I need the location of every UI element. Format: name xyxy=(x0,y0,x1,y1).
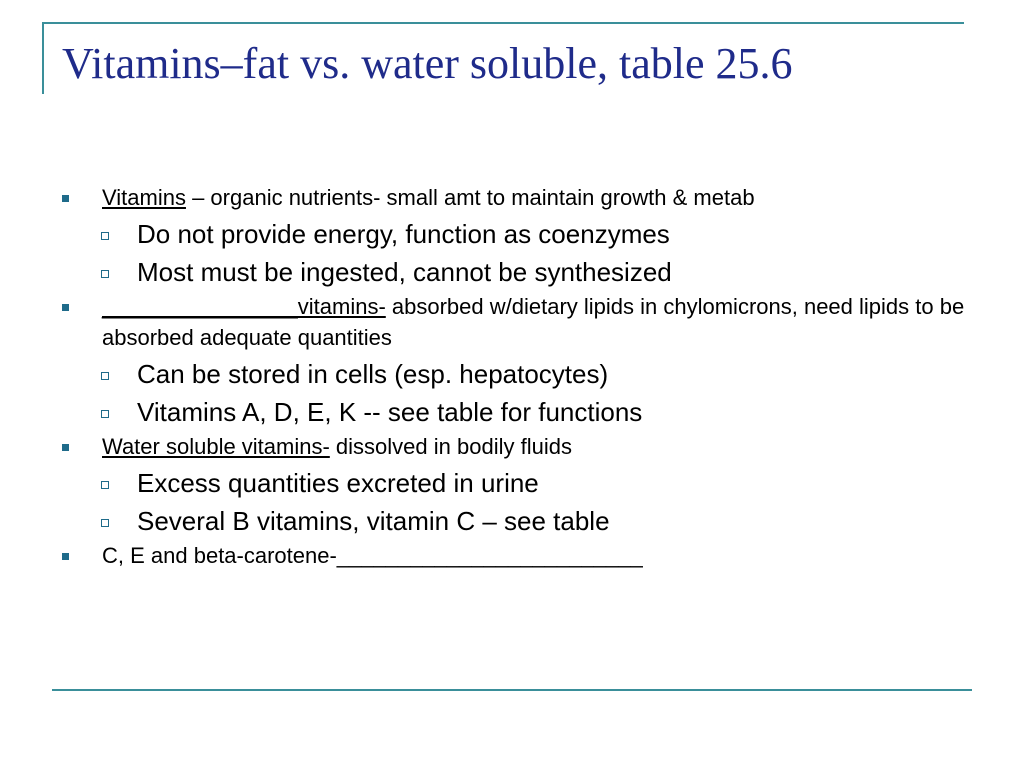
sub-bullet-text: Several B vitamins, vitamin C – see table xyxy=(137,506,610,536)
sub-bullet-text: Most must be ingested, cannot be synthesized xyxy=(137,257,672,287)
sub-bullet-item xyxy=(60,502,970,540)
footer-rule xyxy=(52,689,972,691)
bullet-item-vitamins xyxy=(60,182,970,213)
frame-left-rule xyxy=(42,22,44,94)
sub-bullet-text: Excess quantities excreted in urine xyxy=(137,468,539,498)
bullet-text: – organic nutrients- small amt to maintain growth & metab xyxy=(185,185,755,210)
bullet-item-water-soluble xyxy=(60,431,970,462)
sub-bullet-item xyxy=(60,393,970,431)
bullet-term: ________________vitamins- xyxy=(102,294,386,319)
hollow-square-bullet-icon xyxy=(101,481,109,489)
sub-bullet-item xyxy=(60,355,970,393)
bullet-item-fat-soluble xyxy=(60,291,970,353)
sub-bullet-text: Do not provide energy, function as coenzymes xyxy=(137,219,670,249)
square-bullet-icon xyxy=(62,195,69,202)
hollow-square-bullet-icon xyxy=(101,232,109,240)
hollow-square-bullet-icon xyxy=(101,519,109,527)
bullet-text: dissolved in bodily fluids xyxy=(329,434,572,459)
bullet-text: C, E and beta-carotene-_________________________ xyxy=(102,543,643,568)
hollow-square-bullet-icon xyxy=(101,270,109,278)
frame-top-rule xyxy=(42,22,964,24)
bullet-list xyxy=(60,182,970,573)
bullet-text: absorbed w/dietary lipids in chylomicrons, need lipids to be absorbed adequate quantities xyxy=(102,294,965,350)
bullet-term: Vitamins xyxy=(102,185,186,210)
square-bullet-icon xyxy=(62,304,69,311)
hollow-square-bullet-icon xyxy=(101,410,109,418)
square-bullet-icon xyxy=(62,553,69,560)
slide-title: Vitamins–fat vs. water soluble, table 25.6 xyxy=(62,39,793,88)
sub-bullet-text: Can be stored in cells (esp. hepatocytes) xyxy=(137,359,609,389)
hollow-square-bullet-icon xyxy=(101,372,109,380)
bullet-term: Water soluble vitamins- xyxy=(102,434,330,459)
sub-bullet-item xyxy=(60,215,970,253)
square-bullet-icon xyxy=(62,444,69,451)
sub-bullet-item xyxy=(60,464,970,502)
sub-bullet-text: Vitamins A, D, E, K -- see table for functions xyxy=(137,397,643,427)
sub-bullet-item xyxy=(60,253,970,291)
bullet-item-antioxidants xyxy=(60,540,970,571)
